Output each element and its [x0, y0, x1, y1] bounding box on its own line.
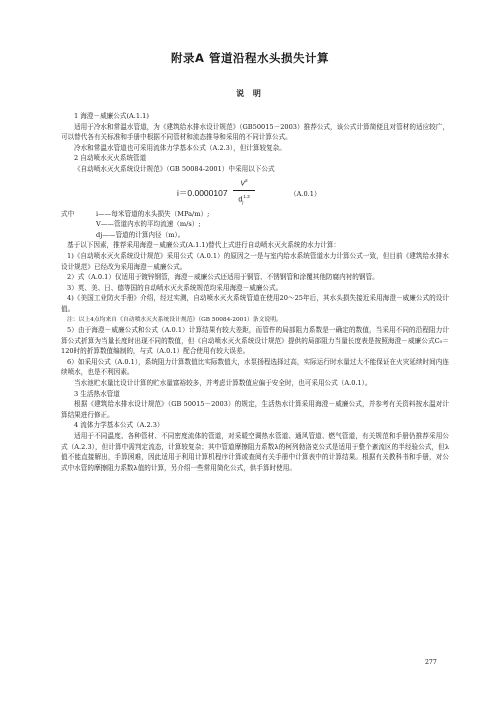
- paragraph: 适用于不同温度、各种管材、不同密度流体的管道，对采暖空调热水管道、通风管道、燃气管道，有关规范和手册仍推荐采用公式（A.2.3），但计算中需判定流态，计算较复杂；其中管道摩擦阻力系数λ的柯列勃洛克公式是适用于整个紊流区的半经验公式，但λ值不能直接解出，手算困难，因此适用于利用计算机程序计算或查阅有关手册中计算表中的计算结果。根据有关教科书和手册，对公式中水管的摩擦阻力系数λ值的计算，另介绍一些常用简化公式，供手算时使用。: [61, 432, 449, 472]
- formula-numerator: [233, 175, 255, 191]
- formula-denominator: [233, 191, 255, 209]
- paragraph: 1)《自动喷水灭火系统设计规范》采用公式（A.0.1）的原因之一是与室内给水系统管道水力计算公式一致，但目前《建筑给水排水设计规范》已经改为采用海澄－威廉公式。: [61, 251, 449, 271]
- symbol-row: [61, 219, 449, 230]
- formula-num-exponent: 2: [245, 177, 248, 183]
- formula-den-symbol: d: [238, 196, 243, 204]
- page-number: 277: [425, 659, 437, 666]
- formula-den-exponent: 1.3: [243, 193, 250, 199]
- paragraph: 6）如采用公式（A.0.1），系统阻力计算数值比实际数值大，水泵扬程选择过高，实际运行时水量过大不能保证在火灾延续时间内连续喷水，也是不利因素。: [61, 357, 449, 377]
- symbol-row: [61, 209, 449, 220]
- paragraph: 当水池贮水量比设计计算的贮水量富裕较多，并考虑计算数值应偏于安全时，也可采用公式（A.0.1）。: [74, 379, 372, 388]
- section-heading: 说 明: [236, 89, 264, 98]
- formula-fraction: [233, 175, 255, 209]
- paragraph: 冷水和常温水管道也可采用流体力学基本公式（A.2.3），但计算较复杂。: [74, 143, 286, 152]
- page-title: 附录A 管道沿程水头损失计算: [171, 51, 329, 65]
- paragraph: 5）由于海澄－威廉公式和公式（A.0.1）计算结果有较大差距，而管件的局部阻力系数是一确定的数值，当采用不同的沿程阻力计算公式折算为当量长度时出现不同的数值，但《自动喷水灭火系统设计规范》提供的局部阻力当量长度表是按照海澄－威廉公式C₀＝120时的折算数值编制的，与式（A.0.1）配合使用有较大误差。: [61, 326, 449, 356]
- paragraph: 2 自动喷水灭火系统管道: [74, 154, 147, 163]
- paragraph: 基于以下因素，推荐采用海澄－威廉公式(A.1.1)替代上式进行自动喷水灭火系统的水力计算：: [67, 241, 341, 250]
- paragraph: 适用于冷水和常温水管道，为《建筑给水排水设计规范》（GB50015－2003）推荐公式，该公式计算简便且对管材的适应较广，可以替代各有关标准和手册中根据不同管材和流态推导和采用的不同计算公式。: [61, 122, 449, 142]
- symbol-row: [61, 230, 449, 241]
- paragraph: 3）英、美、日、德等国的自动喷水灭火系统规范均采用海澄－威廉公式。: [67, 283, 283, 292]
- formula-den-subscript: j: [242, 199, 244, 205]
- symbol-def-i: i——每米管道的水头损失（MPa/m）;: [96, 209, 210, 218]
- symbol-def-dj: dj——管道的计算内径（m）。: [96, 230, 185, 239]
- paragraph: 1 海澄－威廉公式(A.1.1): [74, 112, 149, 120]
- symbol-definitions: [61, 209, 449, 241]
- formula-num-symbol: V: [240, 179, 246, 187]
- paragraph: 3 生活热水管道: [74, 389, 120, 398]
- paragraph: 2）式（A.0.1）仅适用于镀锌钢管，海澄－威廉公式还适用于铜管、不锈钢管和涂覆其他防腐内衬的钢管。: [67, 273, 379, 282]
- paragraph: 《自动喷水灭火系统设计规范》（GB 50084-2001）中采用以下公式: [74, 164, 275, 173]
- paragraph: 4)《美国工业防火手册》介绍，经过实测，自动喷水灭火系统管道在使用20～25年后，其水头损失接近采用海澄－威廉公式的设计值。: [61, 294, 449, 313]
- formula-a01: [61, 175, 449, 209]
- body-text: [61, 111, 449, 473]
- footnote: 注：以上4点均来自《自动喷水灭火系统设计规范》（GB 50084-2001）条文说明。: [67, 316, 282, 323]
- paragraph: 4 流体力学基本公式（A.2.3）: [74, 421, 164, 430]
- formula-reference: （A.0.1）: [290, 189, 321, 198]
- formula-lhs: i＝0.0000107: [177, 187, 228, 198]
- symbol-intro-label: 式中: [61, 209, 75, 218]
- paragraph: 根据《建筑给水排水设计规范》（GB 50015－2003）的规定，生活热水计算采用海澄－威廉公式，并参考有关资料按水温对计算结果进行修正。: [61, 400, 449, 419]
- symbol-def-v: V——管道内水的平均流速（m/s）;: [96, 220, 201, 229]
